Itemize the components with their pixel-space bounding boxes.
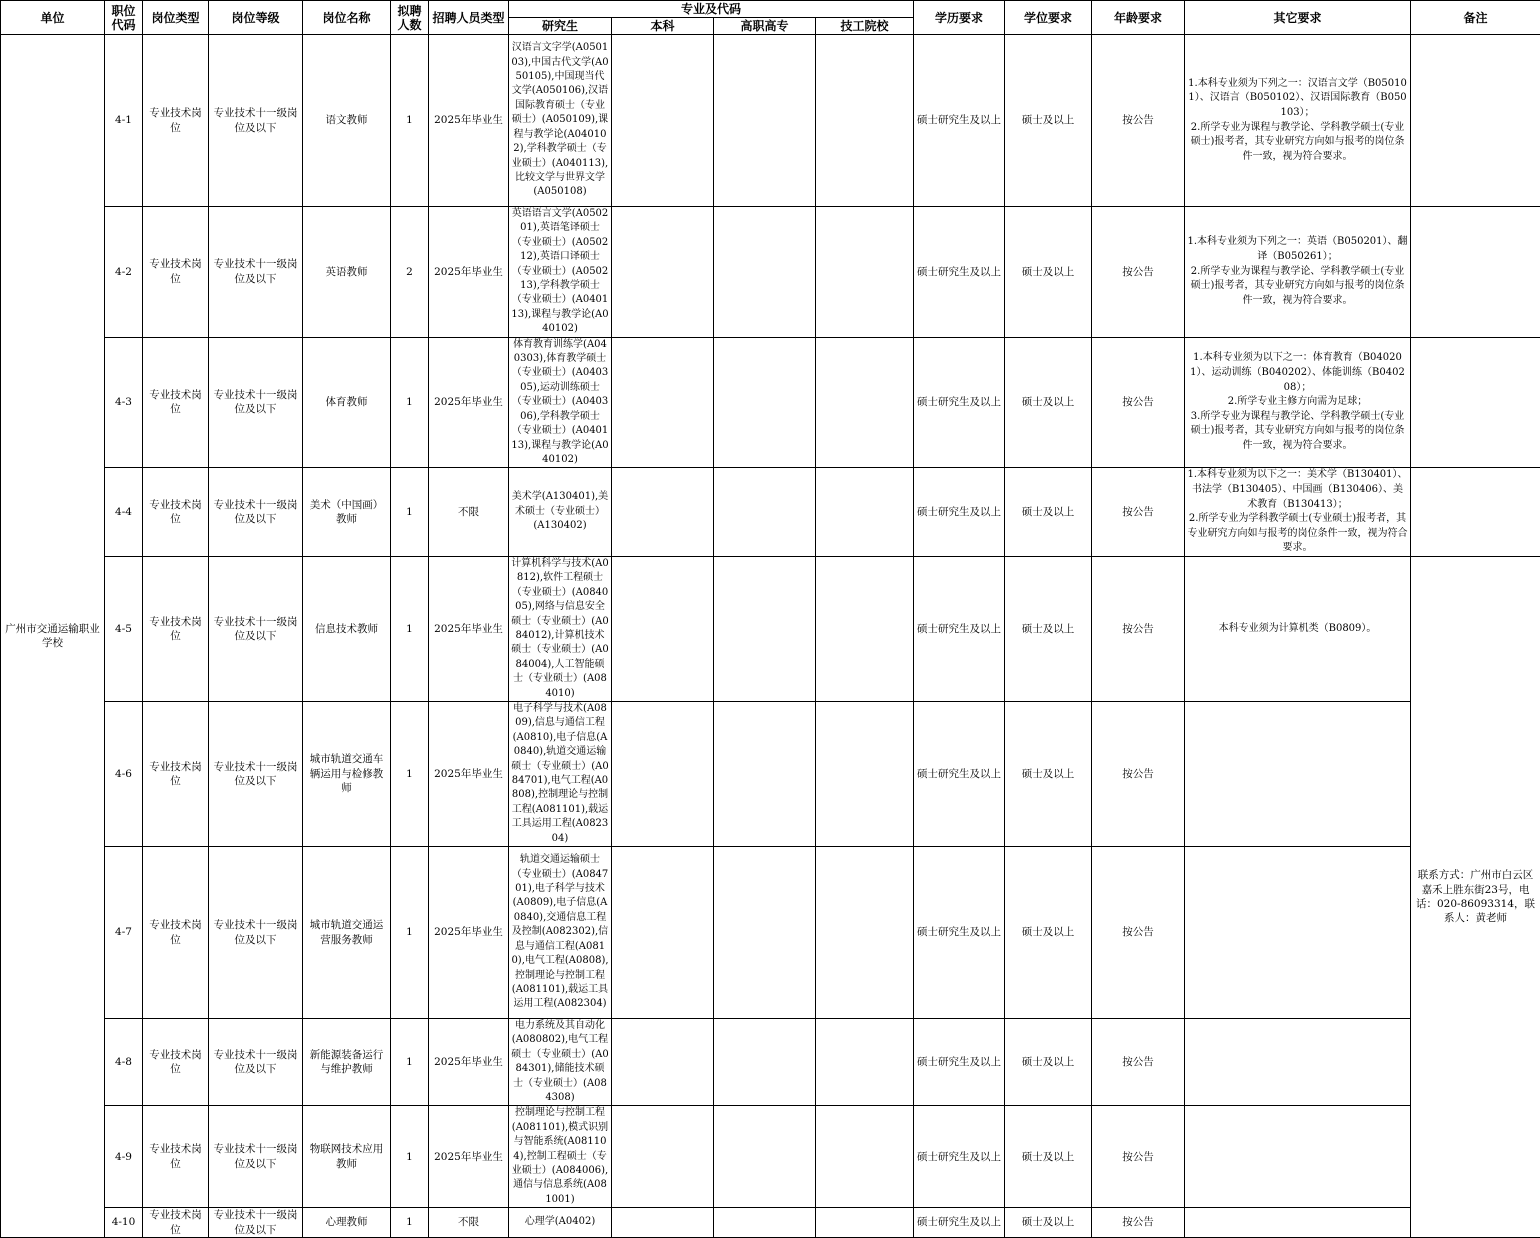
- graduate-major-cell: 体育教育训练学(A040303),体育教学硕士（专业硕士）(A040305),运动训练硕士（专业硕士）(A040306),学科教学硕士（专业硕士）(A040113),课程与教学论(A040102): [509, 337, 612, 468]
- remark-empty-cell: [1411, 468, 1540, 557]
- quota-cell: 1: [391, 847, 429, 1019]
- vocational-major-cell: [714, 468, 816, 557]
- table-row: [1, 1106, 1540, 1208]
- technical-major-cell: [816, 701, 914, 846]
- other-requirements-cell: [1185, 35, 1411, 207]
- recruit-type-cell: 2025年毕业生: [429, 1106, 509, 1208]
- education-cell: 硕士研究生及以上: [914, 701, 1005, 846]
- remark-cell: 联系方式：广州市白云区嘉禾上胜东街23号，电话：020-86093314，联系人：黄老师: [1411, 556, 1540, 1237]
- position-code-cell: 4-10: [105, 1208, 143, 1238]
- header-position-grade: 岗位等级: [209, 1, 303, 35]
- position-grade-cell: 专业技术十一级岗位及以下: [209, 35, 303, 207]
- education-cell: 硕士研究生及以上: [914, 1019, 1005, 1106]
- position-type-cell: 专业技术岗位: [143, 337, 209, 468]
- degree-cell: 硕士及以上: [1005, 207, 1092, 338]
- degree-cell: 硕士及以上: [1005, 701, 1092, 846]
- other-requirements-cell: [1185, 1208, 1411, 1238]
- position-type-cell: 专业技术岗位: [143, 1019, 209, 1106]
- other-requirements-cell: [1185, 1106, 1411, 1208]
- header-unit: 单位: [1, 1, 105, 35]
- graduate-major-cell: 汉语言文字学(A050103),中国古代文学(A050105),中国现当代文学(A050106),汉语国际教育硕士（专业硕士）(A050109),课程与教学论(A040102),学科教学硕士（专业硕士）(A040113),比较文学与世界文学(A050108): [509, 35, 612, 207]
- position-type-cell: 专业技术岗位: [143, 1106, 209, 1208]
- education-cell: 硕士研究生及以上: [914, 337, 1005, 468]
- position-code-cell: 4-1: [105, 35, 143, 207]
- recruit-type-cell: 2025年毕业生: [429, 35, 509, 207]
- recruit-type-cell: 不限: [429, 1208, 509, 1238]
- other-requirement-line: 1.本科专业须为下列之一：英语（B050201）、翻译（B050261）；: [1187, 236, 1407, 262]
- education-cell: 硕士研究生及以上: [914, 35, 1005, 207]
- position-type-cell: 专业技术岗位: [143, 35, 209, 207]
- graduate-major-cell: 心理学(A0402): [509, 1208, 612, 1238]
- table-row: [1, 35, 1540, 207]
- technical-major-cell: [816, 1208, 914, 1238]
- unit-name-cell: 广州市交通运输职业学校: [1, 35, 105, 1238]
- position-code-cell: 4-4: [105, 468, 143, 557]
- header-recruit-type: 招聘人员类型: [429, 1, 509, 35]
- quota-cell: 1: [391, 468, 429, 557]
- position-grade-cell: 专业技术十一级岗位及以下: [209, 1106, 303, 1208]
- position-code-cell: 4-9: [105, 1106, 143, 1208]
- position-name-cell: 体育教师: [303, 337, 391, 468]
- graduate-major-cell: 控制理论与控制工程(A081101),模式识别与智能系统(A081104),控制工程硕士（专业硕士）(A084006),通信与信息系统(A081001): [509, 1106, 612, 1208]
- position-grade-cell: 专业技术十一级岗位及以下: [209, 468, 303, 557]
- header-quota: 拟聘人数: [391, 1, 429, 35]
- age-cell: 按公告: [1092, 701, 1185, 846]
- age-cell: 按公告: [1092, 1106, 1185, 1208]
- bachelor-major-cell: [612, 207, 714, 338]
- recruit-type-cell: 2025年毕业生: [429, 207, 509, 338]
- other-requirement-line: 1.本科专业须为以下之一：美术学（B130401）、书法学（B130405）、中国画（B130406）、美术教育（B130413）；: [1187, 469, 1407, 509]
- header-graduate: 研究生: [509, 18, 612, 35]
- position-name-cell: 英语教师: [303, 207, 391, 338]
- age-cell: 按公告: [1092, 468, 1185, 557]
- education-cell: 硕士研究生及以上: [914, 207, 1005, 338]
- other-requirement-line: 1.本科专业须为下列之一：汉语言文学（B050101）、汉语言（B050102）、汉语国际教育（B050103）；: [1188, 78, 1407, 118]
- quota-cell: 1: [391, 701, 429, 846]
- position-name-cell: 城市轨道交通运营服务教师: [303, 847, 391, 1019]
- position-code-cell: 4-7: [105, 847, 143, 1019]
- position-grade-cell: 专业技术十一级岗位及以下: [209, 207, 303, 338]
- table-row: [1, 337, 1540, 468]
- vocational-major-cell: [714, 1106, 816, 1208]
- vocational-major-cell: [714, 1019, 816, 1106]
- technical-major-cell: [816, 207, 914, 338]
- technical-major-cell: [816, 847, 914, 1019]
- other-requirements-cell: [1185, 468, 1411, 557]
- quota-cell: 1: [391, 1208, 429, 1238]
- table-row: [1, 556, 1540, 701]
- graduate-major-cell: 轨道交通运输硕士（专业硕士）(A084701),电子科学与技术(A0809),电子信息(A0840),交通信息工程及控制(A082302),信息与通信工程(A0810),电气工程(A0808),控制理论与控制工程(A081101),载运工具运用工程(A082304): [509, 847, 612, 1019]
- vocational-major-cell: [714, 35, 816, 207]
- position-grade-cell: 专业技术十一级岗位及以下: [209, 701, 303, 846]
- bachelor-major-cell: [612, 35, 714, 207]
- bachelor-major-cell: [612, 1019, 714, 1106]
- table-body: [1, 35, 1540, 1238]
- header-position-type: 岗位类型: [143, 1, 209, 35]
- position-name-cell: 心理教师: [303, 1208, 391, 1238]
- technical-major-cell: [816, 1106, 914, 1208]
- position-grade-cell: 专业技术十一级岗位及以下: [209, 556, 303, 701]
- education-cell: 硕士研究生及以上: [914, 468, 1005, 557]
- technical-major-cell: [816, 337, 914, 468]
- header-other: 其它要求: [1185, 1, 1411, 35]
- other-requirement-line: 1.本科专业须为以下之一：体育教育（B040201）、运动训练（B040202）、体能训练（B040208）；: [1190, 352, 1405, 392]
- degree-cell: 硕士及以上: [1005, 35, 1092, 207]
- position-code-cell: 4-3: [105, 337, 143, 468]
- age-cell: 按公告: [1092, 847, 1185, 1019]
- other-requirement-line: 本科专业须为计算机类（B0809）。: [1219, 623, 1377, 634]
- graduate-major-cell: 英语语言文学(A050201),英语笔译硕士（专业硕士）(A050212),英语口译硕士（专业硕士）(A050213),学科教学硕士（专业硕士）(A040113),课程与教学论(A040102): [509, 207, 612, 338]
- quota-cell: 1: [391, 1106, 429, 1208]
- technical-major-cell: [816, 468, 914, 557]
- recruit-type-cell: 不限: [429, 468, 509, 557]
- degree-cell: 硕士及以上: [1005, 337, 1092, 468]
- position-grade-cell: 专业技术十一级岗位及以下: [209, 1208, 303, 1238]
- graduate-major-cell: 美术学(A130401),美术硕士（专业硕士）(A130402): [509, 468, 612, 557]
- vocational-major-cell: [714, 337, 816, 468]
- degree-cell: 硕士及以上: [1005, 1106, 1092, 1208]
- position-grade-cell: 专业技术十一级岗位及以下: [209, 337, 303, 468]
- age-cell: 按公告: [1092, 207, 1185, 338]
- table-row: [1, 1019, 1540, 1106]
- position-code-cell: 4-6: [105, 701, 143, 846]
- quota-cell: 2: [391, 207, 429, 338]
- bachelor-major-cell: [612, 701, 714, 846]
- age-cell: 按公告: [1092, 35, 1185, 207]
- bachelor-major-cell: [612, 1208, 714, 1238]
- other-requirements-cell: [1185, 847, 1411, 1019]
- header-education: 学历要求: [914, 1, 1005, 35]
- header-remark: 备注: [1411, 1, 1540, 35]
- quota-cell: 1: [391, 35, 429, 207]
- position-name-cell: 美术（中国画）教师: [303, 468, 391, 557]
- table-row: [1, 701, 1540, 846]
- recruit-type-cell: 2025年毕业生: [429, 701, 509, 846]
- bachelor-major-cell: [612, 1106, 714, 1208]
- recruit-type-cell: 2025年毕业生: [429, 556, 509, 701]
- table-row: [1, 207, 1540, 338]
- header-age: 年龄要求: [1092, 1, 1185, 35]
- education-cell: 硕士研究生及以上: [914, 1106, 1005, 1208]
- degree-cell: 硕士及以上: [1005, 468, 1092, 557]
- education-cell: 硕士研究生及以上: [914, 556, 1005, 701]
- table-row: [1, 1208, 1540, 1238]
- header-vocational: 高职高专: [714, 18, 816, 35]
- graduate-major-cell: 电力系统及其自动化(A080802),电气工程硕士（专业硕士）(A084301),储能技术硕士（专业硕士）(A084308): [509, 1019, 612, 1106]
- other-requirements-cell: [1185, 701, 1411, 846]
- other-requirements-cell: [1185, 556, 1411, 701]
- position-type-cell: 专业技术岗位: [143, 701, 209, 846]
- vocational-major-cell: [714, 1208, 816, 1238]
- position-type-cell: 专业技术岗位: [143, 1208, 209, 1238]
- position-name-cell: 信息技术教师: [303, 556, 391, 701]
- position-code-cell: 4-8: [105, 1019, 143, 1106]
- recruit-type-cell: 2025年毕业生: [429, 847, 509, 1019]
- position-code-cell: 4-5: [105, 556, 143, 701]
- graduate-major-cell: 电子科学与技术(A0809),信息与通信工程(A0810),电子信息(A0840),轨道交通运输硕士（专业硕士）(A084701),电气工程(A0808),控制理论与控制工程(A081101),载运工具运用工程(A082304): [509, 701, 612, 846]
- position-type-cell: 专业技术岗位: [143, 207, 209, 338]
- quota-cell: 1: [391, 556, 429, 701]
- header-degree: 学位要求: [1005, 1, 1092, 35]
- technical-major-cell: [816, 556, 914, 701]
- technical-major-cell: [816, 35, 914, 207]
- degree-cell: 硕士及以上: [1005, 1208, 1092, 1238]
- position-type-cell: 专业技术岗位: [143, 468, 209, 557]
- header-bachelor: 本科: [612, 18, 714, 35]
- age-cell: 按公告: [1092, 337, 1185, 468]
- degree-cell: 硕士及以上: [1005, 847, 1092, 1019]
- education-cell: 硕士研究生及以上: [914, 1208, 1005, 1238]
- technical-major-cell: [816, 1019, 914, 1106]
- position-grade-cell: 专业技术十一级岗位及以下: [209, 847, 303, 1019]
- position-grade-cell: 专业技术十一级岗位及以下: [209, 1019, 303, 1106]
- age-cell: 按公告: [1092, 1019, 1185, 1106]
- vocational-major-cell: [714, 701, 816, 846]
- degree-cell: 硕士及以上: [1005, 556, 1092, 701]
- recruit-type-cell: 2025年毕业生: [429, 337, 509, 468]
- recruit-type-cell: 2025年毕业生: [429, 1019, 509, 1106]
- position-type-cell: 专业技术岗位: [143, 556, 209, 701]
- other-requirements-cell: [1185, 337, 1411, 468]
- remark-empty-cell: [1411, 337, 1540, 468]
- bachelor-major-cell: [612, 337, 714, 468]
- header-position-name: 岗位名称: [303, 1, 391, 35]
- age-cell: 按公告: [1092, 1208, 1185, 1238]
- vocational-major-cell: [714, 556, 816, 701]
- other-requirement-line: 3.所学专业为课程与教学论、学科教学硕士(专业硕士)报考者，其专业研究方向如与报考的岗位条件一致，视为符合要求。: [1191, 411, 1405, 451]
- header-major-group: 专业及代码: [509, 1, 914, 18]
- position-name-cell: 语文教师: [303, 35, 391, 207]
- position-type-cell: 专业技术岗位: [143, 847, 209, 1019]
- bachelor-major-cell: [612, 556, 714, 701]
- other-requirements-cell: [1185, 1019, 1411, 1106]
- degree-cell: 硕士及以上: [1005, 1019, 1092, 1106]
- education-cell: 硕士研究生及以上: [914, 847, 1005, 1019]
- other-requirement-line: 2.所学专业主修方向需为足球；: [1228, 396, 1368, 407]
- other-requirement-line: 2.所学专业为课程与教学论、学科教学硕士(专业硕士)报考者，其专业研究方向如与报考的岗位条件一致，视为符合要求。: [1191, 122, 1405, 162]
- bachelor-major-cell: [612, 847, 714, 1019]
- age-cell: 按公告: [1092, 556, 1185, 701]
- table-row: [1, 468, 1540, 557]
- vocational-major-cell: [714, 207, 816, 338]
- remark-empty-cell: [1411, 35, 1540, 207]
- header-technical: 技工院校: [816, 18, 914, 35]
- remark-empty-cell: [1411, 207, 1540, 338]
- position-name-cell: 物联网技术应用教师: [303, 1106, 391, 1208]
- bachelor-major-cell: [612, 468, 714, 557]
- vocational-major-cell: [714, 847, 816, 1019]
- quota-cell: 1: [391, 337, 429, 468]
- position-name-cell: 城市轨道交通车辆运用与检修教师: [303, 701, 391, 846]
- table-row: [1, 847, 1540, 1019]
- position-code-cell: 4-2: [105, 207, 143, 338]
- header-position-code: 职位代码: [105, 1, 143, 35]
- position-name-cell: 新能源装备运行与维护教师: [303, 1019, 391, 1106]
- quota-cell: 1: [391, 1019, 429, 1106]
- graduate-major-cell: 计算机科学与技术(A0812),软件工程硕士（专业硕士）(A084005),网络与信息安全硕士（专业硕士）(A084012),计算机技术硕士（专业硕士）(A084004),人工智能硕士（专业硕士）(A084010): [509, 556, 612, 701]
- other-requirement-line: 2.所学专业为课程与教学论、学科教学硕士(专业硕士)报考者，其专业研究方向如与报考的岗位条件一致，视为符合要求。: [1191, 266, 1405, 306]
- other-requirements-cell: [1185, 207, 1411, 338]
- other-requirement-line: 2.所学专业为学科教学硕士(专业硕士)报考者，其专业研究方向如与报考的岗位条件一致，视为符合要求。: [1188, 513, 1408, 553]
